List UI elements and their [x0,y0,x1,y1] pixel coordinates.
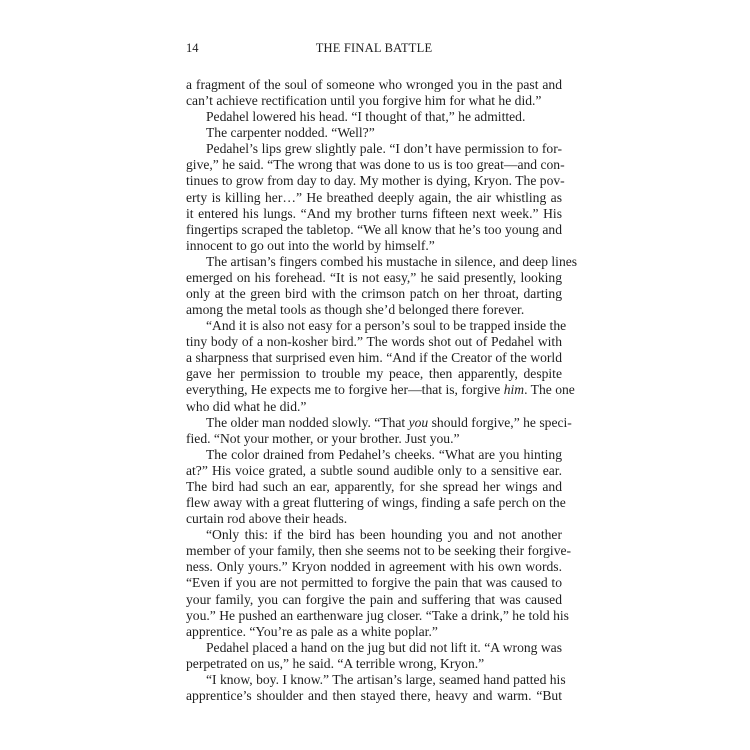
text-line: flew away with a great fluttering of wings, finding a safe perch on the [186,495,566,511]
text-line: it entered his lungs. “And my brother turns fifteen next week.” His [186,205,562,221]
paragraph [186,109,562,125]
text-line: your family, you can forgive the pain and suffering that was caused [186,591,562,607]
text-line: The carpenter nodded. “Well?” [206,125,375,141]
text-line: can’t achieve rectification until you forgive him for what he did.” [186,93,542,109]
text-segment: . The one [524,382,575,398]
text-line: only at the green bird with the crimson patch on her throat, darting [186,286,562,302]
text-line: “Even if you are not permitted to forgive the pain that was caused to [186,575,562,591]
text-line: at?” His voice grated, a subtle sound audible only to a sensitive ear. [186,462,562,478]
paragraph [186,125,562,141]
text-line: fingertips scraped the tabletop. “We all know that he’s too young and [186,221,562,237]
paragraph [186,671,566,704]
text-line: The color drained from Pedahel’s cheeks. “What are you hinting [206,446,562,462]
text-line: gave her permission to trouble my peace, then apparently, despite [186,366,562,382]
paragraph [186,640,562,672]
text-line: The artisan’s fingers combed his mustache in silence, and deep lines [206,253,578,269]
text-line: you.” He pushed an earthenware jug closer. “Take a drink,” he told his [186,607,569,623]
paragraph [186,318,575,414]
text-segment: The older man nodded slowly. “That [206,414,409,430]
page-header [186,41,562,57]
text-line: among the metal tools as though she’d belonged there forever. [186,302,525,318]
paragraph [186,77,562,109]
text-line: “Only this: if the bird has been hounding you and not another [206,527,562,543]
text-line: apprentice’s shoulder and then stayed there, heavy and warm. “But [186,687,562,703]
text-line: Pedahel’s lips grew slightly pale. “I don’t have permission to for- [206,141,562,157]
page-body-text [186,77,578,704]
text-line: tiny body of a non-kosher bird.” The words shot out of Pedahel with [186,334,562,350]
text-line [186,414,572,431]
text-line: tinues to grow from day to day. My mother is dying, Kryon. The pov- [186,173,565,189]
text-line: erty is killing her…” He breathed deeply again, the air whistling as [186,189,562,205]
text-segment: should forgive,” he speci- [428,414,572,430]
text-line: a fragment of the soul of someone who wronged you in the past and [186,77,562,92]
text-segment: everything, He expects me to forgive her—that is, forgive [186,382,504,398]
paragraph [186,141,565,254]
text-line: The bird had such an ear, apparently, for she spread her wings and [186,478,562,494]
page-number: 14 [186,41,199,55]
italic-text: him [503,382,525,398]
running-title: THE FINAL BATTLE [315,41,433,55]
text-line: innocent to go out into the world by himself.” [186,237,435,253]
paragraph [186,253,578,318]
italic-text: you [408,414,429,430]
text-line: give,” he said. “The wrong that was done to us is too great—and con- [186,157,565,173]
text-line: “I know, boy. I know.” The artisan’s large, seamed hand patted his [206,671,566,687]
paragraph [186,414,572,447]
text-line: Pedahel lowered his head. “I thought of that,” he admitted. [206,109,526,125]
text-line: member of your family, then she seems not to be seeking their forgive- [186,543,572,559]
text-line: “And it is also not easy for a person’s soul to be trapped inside the [206,318,567,334]
text-line: ness. Only yours.” Kryon nodded in agreement with his own words. [186,559,562,575]
paragraph [186,446,566,527]
text-line: apprentice. “You’re as pale as a white poplar.” [186,623,438,639]
paragraph [186,527,572,640]
text-line: who did what he did.” [186,398,307,414]
text-line: curtain rod above their heads. [186,511,348,527]
text-line: Pedahel placed a hand on the jug but did not lift it. “A wrong was [206,639,563,655]
text-line: a sharpness that surprised even him. “And if the Creator of the world [186,350,562,366]
text-line [186,382,575,398]
text-line: fied. “Not your mother, or your brother. Just you.” [186,430,460,446]
text-line: emerged on his forehead. “It is not easy,” he said presently, looking [186,269,562,285]
text-line: perpetrated on us,” he said. “A terrible wrong, Kryon.” [186,655,485,671]
